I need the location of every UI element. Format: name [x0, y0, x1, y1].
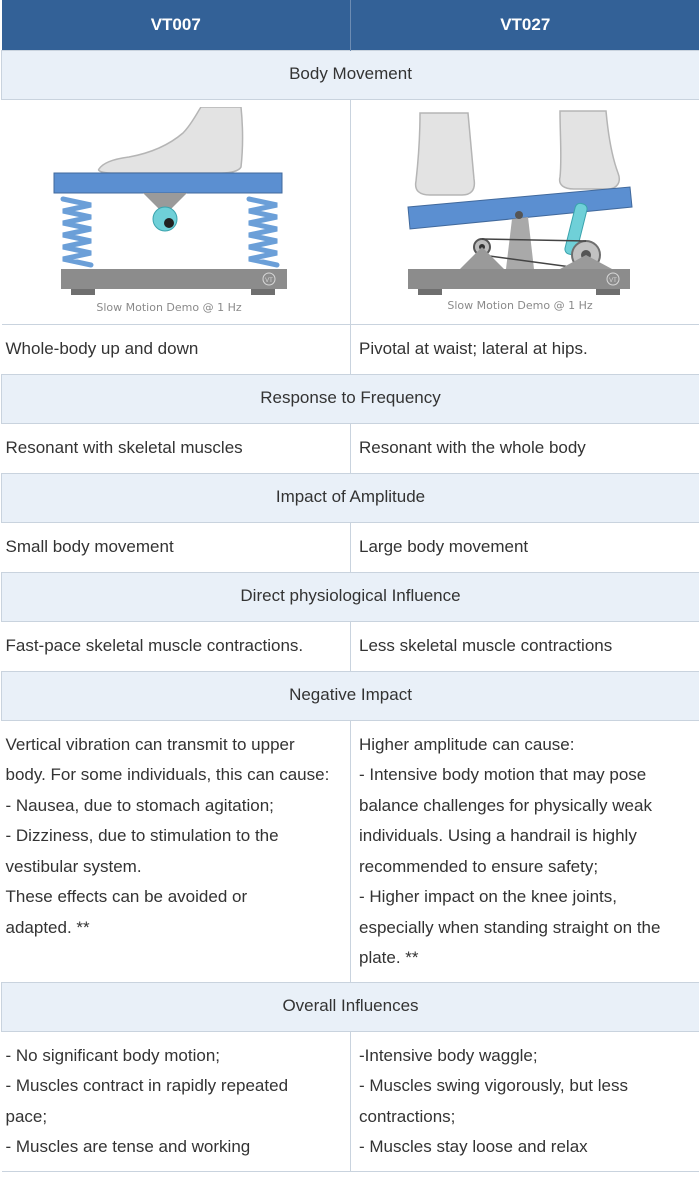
eccentric-weight: [153, 207, 177, 231]
header-vt007: VT007: [2, 0, 351, 50]
base-plate: [408, 269, 630, 289]
section-row-direct-influence: [2, 572, 699, 621]
section-row-negative-impact: [2, 671, 699, 720]
comparison-table: [1, 0, 699, 1172]
text-line: vestibular system.: [5, 856, 142, 876]
text-line: - Nausea, due to stomach agitation;: [5, 795, 274, 815]
cell-vt007-body-movement: Whole-body up and down: [2, 324, 351, 374]
text-line: - Muscles stay loose and relax: [359, 1137, 588, 1156]
vt007-vibration-plate-illustration: [51, 107, 301, 317]
text-line: - Intensive body motion that may pose: [359, 765, 647, 784]
section-row-response-to-frequency: [2, 374, 699, 423]
section-row-overall-influences: [2, 982, 699, 1031]
right-foot-icon: [560, 111, 620, 189]
text-line: pace;: [5, 1106, 48, 1126]
text-line: body. For some individuals, this can cause:: [5, 765, 330, 784]
vt007-illustration-cell: [2, 99, 351, 324]
section-title-response-to-frequency: Response to Frequency: [2, 374, 699, 423]
cell-vt027-amplitude: Large body movement: [351, 522, 699, 572]
cell-vt007-response: Resonant with skeletal muscles: [2, 423, 351, 473]
header-vt027: VT027: [351, 0, 699, 50]
text-line: balance challenges for physically weak: [359, 795, 652, 815]
text-line: These effects can be avoided or: [5, 887, 248, 906]
vt007-caption: Slow Motion Demo @ 1 Hz: [96, 300, 242, 314]
vt027-vibration-plate-illustration: [400, 107, 650, 317]
row-overall-influences: [2, 1031, 699, 1171]
text-line: contractions;: [359, 1106, 456, 1126]
row-body-movement: [2, 324, 699, 374]
top-plate: [54, 173, 282, 193]
cell-vt007-amplitude: Small body movement: [2, 522, 351, 572]
row-negative-impact: [2, 720, 699, 982]
text-line: adapted. **: [5, 917, 90, 937]
section-title-direct-influence: Direct physiological Influence: [2, 572, 699, 621]
text-line: especially when standing straight on the: [359, 917, 661, 937]
cell-vt007-overall: [2, 1031, 351, 1171]
text-line: -Intensive body waggle;: [359, 1045, 538, 1065]
row-direct-influence: [2, 621, 699, 671]
cell-vt027-response: Resonant with the whole body: [351, 423, 699, 473]
section-title-body-movement: Body Movement: [2, 50, 699, 99]
left-spring: [63, 199, 91, 265]
vt027-illustration-cell: [351, 99, 699, 324]
cell-vt027-direct-influence: Less skeletal muscle contractions: [351, 621, 699, 671]
section-title-impact-of-amplitude: Impact of Amplitude: [2, 473, 699, 522]
text-line: - Muscles swing vigorously, but less: [359, 1076, 628, 1095]
vt027-caption: Slow Motion Demo @ 1 Hz: [447, 298, 593, 312]
text-line: Higher amplitude can cause:: [359, 734, 575, 754]
row-impact-of-amplitude: [2, 522, 699, 572]
text-line: - Muscles contract in rapidly repeated: [5, 1076, 289, 1095]
text-line: - Muscles are tense and working: [5, 1137, 251, 1156]
header-row: [2, 0, 699, 50]
foot-icon: [98, 107, 242, 173]
section-title-overall-influences: Overall Influences: [2, 982, 699, 1031]
cell-vt027-negative-impact: [351, 720, 699, 982]
left-foot-icon: [416, 113, 475, 195]
text-line: - No significant body motion;: [5, 1045, 220, 1065]
text-line: individuals. Using a handrail is highly: [359, 826, 637, 845]
row-response-to-frequency: [2, 423, 699, 473]
text-line: - Dizziness, due to stimulation to the: [5, 826, 279, 845]
text-line: recommended to ensure safety;: [359, 856, 599, 876]
text-line: Vertical vibration can transmit to upper: [5, 734, 295, 754]
section-row-impact-of-amplitude: [2, 473, 699, 522]
illustration-row: [2, 99, 699, 324]
text-line: - Higher impact on the knee joints,: [359, 887, 617, 906]
section-title-negative-impact: Negative Impact: [2, 671, 699, 720]
base-plate: [61, 269, 287, 289]
logo-text: VT: [609, 277, 618, 284]
logo-text: VT: [264, 277, 273, 284]
cell-vt007-negative-impact: [2, 720, 351, 982]
text-line: plate. **: [359, 948, 419, 967]
right-spring: [249, 199, 277, 265]
cell-vt027-body-movement: Pivotal at waist; lateral at hips.: [351, 324, 699, 374]
cell-vt007-direct-influence: Fast-pace skeletal muscle contractions.: [2, 621, 351, 671]
cell-vt027-overall: [351, 1031, 699, 1171]
motor-stand: [460, 247, 504, 269]
section-row-body-movement: [2, 50, 699, 99]
